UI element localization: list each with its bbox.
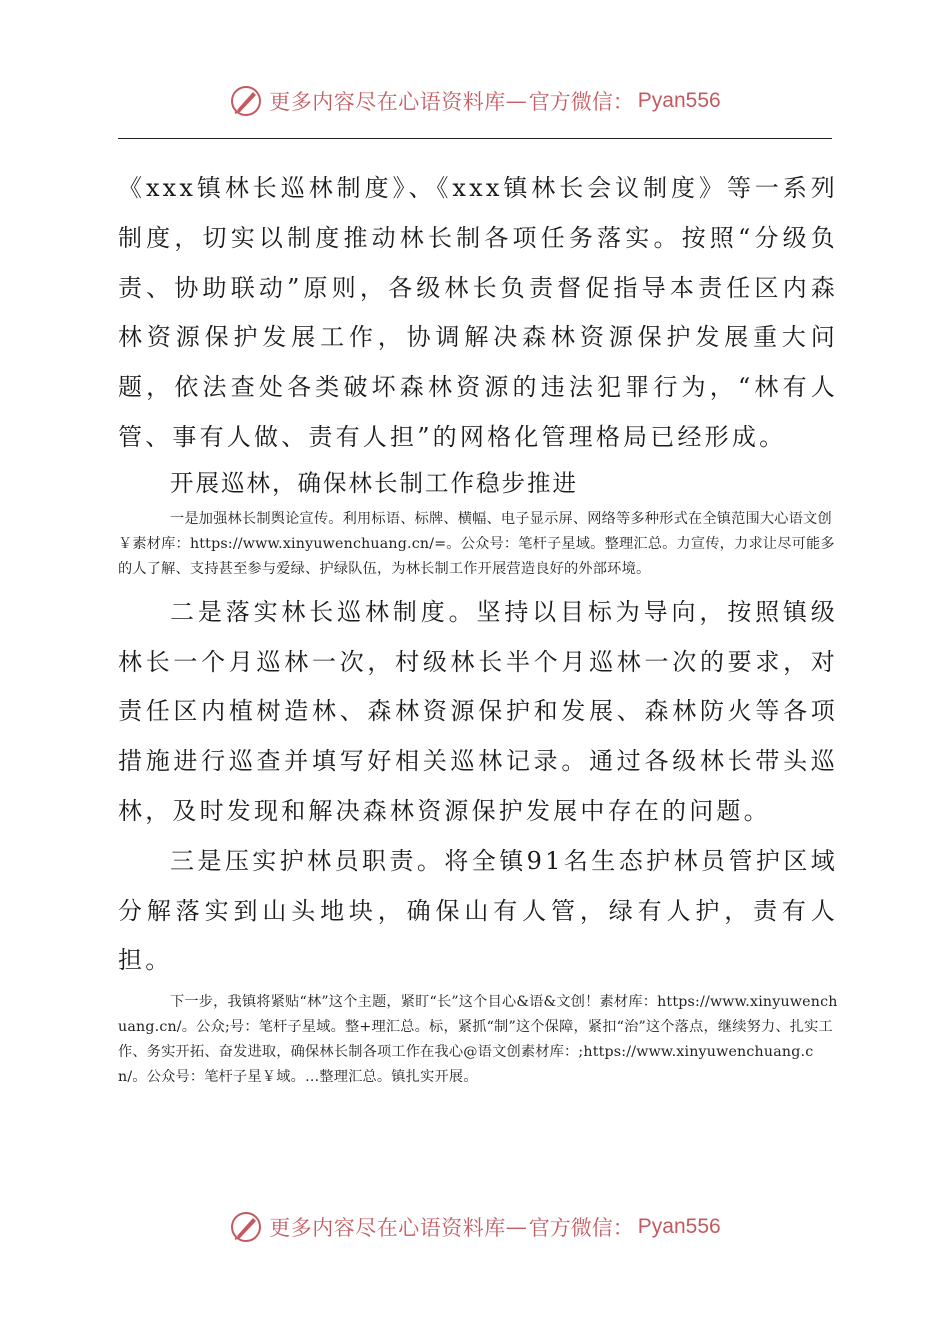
header-banner: [0, 84, 950, 118]
banner-wechat-label: 官方微信：: [528, 1216, 634, 1240]
paragraph-1: 《xxx镇林长巡林制度》、《xxx镇林长会议制度》等一系列制度，切实以制度推动林长制各项任务落实。按照“分级负责、协助联动”原则，各级林长负责督促指导本责任区内森林资源保护发展工作，协调解决森林资源保护发展重大问题，依法查处各类破坏森林资源的违法犯罪行为，“林有人管、事有人做、责有人担”的网格化管理格局已经形成。: [118, 174, 838, 451]
banner-separator: —: [505, 1215, 527, 1239]
banner-wechat-id: Pyan556: [637, 1215, 721, 1238]
paragraph-2: 二是落实林长巡林制度。坚持以目标为导向，按照镇级林长一个月巡林一次，村级林长半个月巡林一次的要求，对责任区内植树造林、森林资源保护和发展、森林防火等各项措施进行巡查并填写好相关巡林记录。通过各级林长带头巡林，及时发现和解决森林资源保护发展中存在的问题。: [118, 597, 838, 825]
quill-logo-icon: [229, 1210, 263, 1244]
paragraph-3: 三是压实护林员职责。将全镇91名生态护林员管护区域分解落实到山头地块，确保山有人管，绿有人护，责有人担。: [118, 846, 838, 975]
quill-logo-icon: [229, 84, 263, 118]
banner-text: 更多内容尽在心语资料库: [269, 90, 506, 114]
section-heading: 开展巡林，确保林长制工作稳步推进: [170, 468, 578, 497]
banner-separator: —: [505, 89, 527, 113]
document-body: [118, 164, 838, 1096]
header-rule: [118, 138, 832, 139]
small-paragraph-1: 一是加强林长制舆论宣传。利用标语、标牌、横幅、电子显示屏、网络等多种形式在全镇范围大心语文创￥素材库：https://www.xinyuwenchuang.cn/=。公众号：笔杆子星域。整理汇总。力宣传，力求让尽可能多的人了解、支持甚至参与爱绿、护绿队伍，为林长制工作开展营造良好的外部环境。: [118, 510, 835, 577]
banner-text: 更多内容尽在心语资料库: [269, 1216, 506, 1240]
banner-wechat-label: 官方微信：: [528, 90, 634, 114]
footer-banner: [0, 1210, 950, 1244]
small-paragraph-2: 下一步，我镇将紧贴“林”这个主题，紧盯“长”这个目心&语&文创！素材库：https://www.xinyuwenchuang.cn/。公众;号：笔杆子星域。整+理汇总。标，紧抓“制”这个保障，紧扣“治”这个落点，继续努力、扎实工作、务实开拓、奋发进取，确保林长制各项工作在我心@语文创素材库：;https://www.xinyuwenchuang.cn/。公众号：笔杆子星￥域。…整理汇总。镇扎实开展。: [118, 994, 838, 1086]
banner-wechat-id: Pyan556: [637, 89, 721, 112]
